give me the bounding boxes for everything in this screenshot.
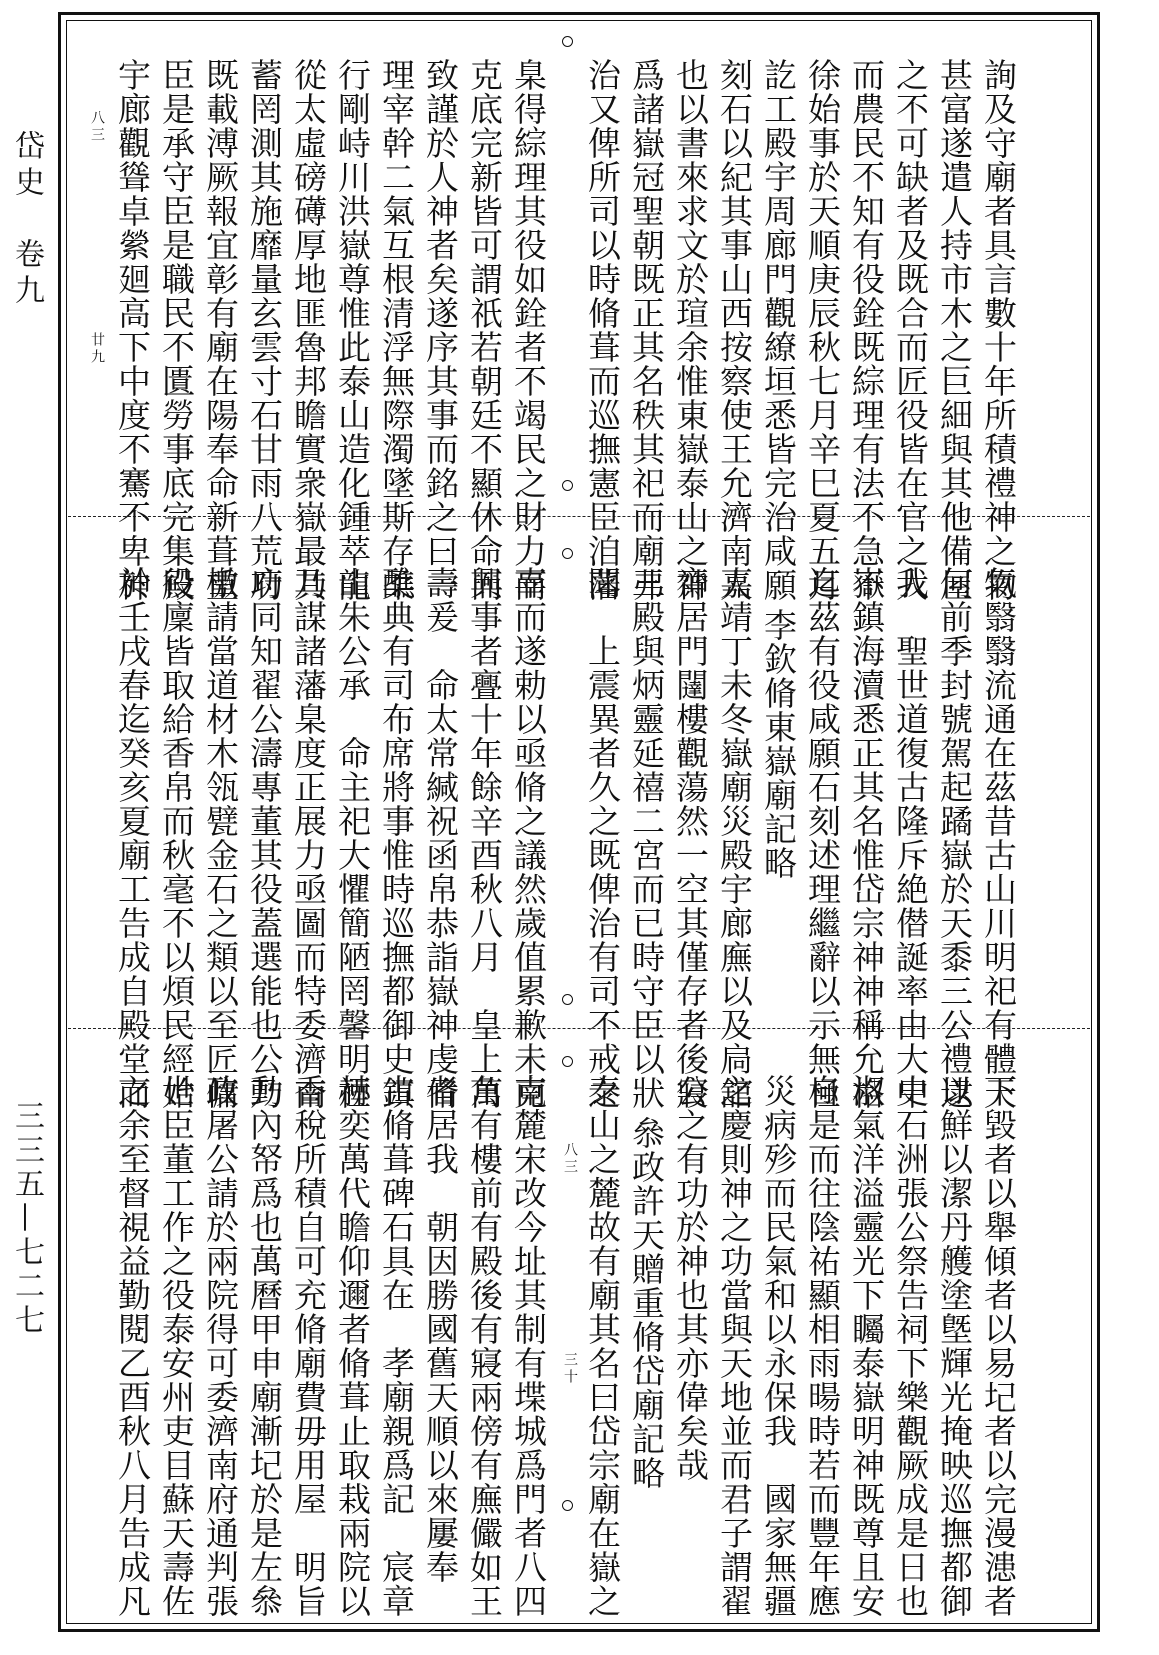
text-column: 香稅所積自可充脩廟費毋用屋 明旨 xyxy=(289,1074,328,1618)
fold-circle-top-2 xyxy=(562,548,573,559)
text-column: 史石洲張公祭告祠下樂觀厥成是日也 xyxy=(891,1074,930,1618)
text-column: 赫奕萬代瞻仰邇者脩葺止取栽兩院以 xyxy=(333,1074,372,1618)
text-column: 蓄罔測其施靡量玄雲寸石甘雨八荒功 xyxy=(245,58,284,602)
fold-mark: 三十 xyxy=(562,1352,578,1386)
text-column: 興事者亹十年餘辛酉秋八月 皇上萬 xyxy=(465,566,504,1110)
text-column: 何前季封號駕起蹫嶽於天黍三公禮逮 xyxy=(935,566,974,1110)
text-column: 爲諸嶽冠聖朝既正其名秩其祀而廟弗 xyxy=(627,58,666,602)
text-column: 者居我 朝因勝國舊天順以來屢奉 xyxy=(421,1074,460,1584)
text-column: 理宰幹二氣互根清浮無際濁墜斯存柔 xyxy=(377,58,416,602)
text-column: 三殿與炳靈延禧二宮而已時守臣以狀 xyxy=(627,566,666,1110)
text-column: 宇廊觀聳卓縈廻高下中度不騫不卑神 xyxy=(113,58,152,602)
text-column: 世臣董工作之役泰安州吏目蘇天壽佐 xyxy=(157,1074,196,1618)
text-column: 臣是承守臣是職民不匱勞事底完集殿 xyxy=(157,58,196,602)
text-column: 辜而遂勅以亟脩之議然歲值累歉未克 xyxy=(509,566,548,1110)
fold-circle-bottom-3 xyxy=(562,1500,573,1511)
text-column: 泰山之麓故有廟其名曰岱宗廟在嶽之 xyxy=(583,1074,622,1618)
section-heading: 李欽脩東嶽廟記略 xyxy=(759,608,798,880)
fold-mark: 八三 xyxy=(562,1142,578,1176)
text-column: 動內帑爲也萬曆甲申廟漸圮於是左叅 xyxy=(245,1074,284,1618)
text-column: 迄茲有役咸願石刻述理繼辭以示無極 xyxy=(803,566,842,1110)
text-column: 役廩皆取給香帛而秋毫不以煩民經始 xyxy=(157,566,196,1110)
text-column: 甚富遂遣人持市木之巨細與其他備屋 xyxy=(935,58,974,602)
text-column: 致謹於人神者矣遂序其事而銘之曰一 xyxy=(421,58,460,602)
text-column: 嘉靖丁未冬嶽廟災殿宇廊廡以及扃舘 xyxy=(715,566,754,1110)
fold-circle-top-3 xyxy=(562,1056,573,1067)
text-column: 以鮮以潔丹艧塗墍輝光掩映巡撫都御 xyxy=(935,1074,974,1618)
text-column: 之慶則神之功當與天地並而君子謂翟 xyxy=(715,1074,754,1618)
text-column: 既載溥厥報宜彰有廟在陽奉命新葺重 xyxy=(201,58,240,602)
text-column: 治又俾所司以時脩葺而巡撫憲臣洎藩 xyxy=(583,58,622,602)
text-column: 檄請當道材木瓴甓金石之類以至匠傭 xyxy=(201,566,240,1110)
text-column: 之余至督視益勤閱乙酉秋八月告成凡 xyxy=(113,1074,152,1618)
text-column: 角有樓前有殿後有寢兩傍有廡儼如王 xyxy=(465,1074,504,1618)
fold-circle-bottom-2 xyxy=(562,994,573,1005)
text-column: 之不可缺者及既合而匠役皆在官之人 xyxy=(891,58,930,602)
text-column: 克底完新皆可謂祇若朝廷不顯休命而 xyxy=(465,58,504,602)
text-column: 齋居門闥樓觀蕩然一空其僅存者後寢 xyxy=(671,566,710,1110)
text-column: 氣翳翳流通在茲昔古山川明祀有體天 xyxy=(979,566,1018,1110)
text-column: 古脩葺碑石具在 孝廟親爲記 宸章 xyxy=(377,1074,416,1618)
text-column: 醮典有司布席將事惟時巡撫都御史鎮 xyxy=(377,566,416,1110)
text-column: 壽爰 命太常緘祝函帛恭詣嶽神虔脩 xyxy=(421,566,460,1110)
text-column: 聞 上震異者久之既俾治有司不戒之 xyxy=(583,566,622,1110)
text-column: 臬得綜理其役如銓者不竭民之財力而 xyxy=(509,58,548,602)
text-column: 乃謀諸藩臬度正展力亟圖而特委濟南 xyxy=(289,566,328,1110)
text-column: 府同知翟公濤專董其役蓋選能也公乃 xyxy=(245,566,284,1110)
fold-circle-top-1 xyxy=(562,36,573,47)
text-column: 詢及守廟者具言數十年所積禮神之物 xyxy=(979,58,1018,602)
text-column: 從太虛磅礡厚地匪魯邦瞻實衆嶽最其 xyxy=(289,58,328,602)
fold-circle-bottom-1 xyxy=(562,480,573,491)
page-number-margin: 三三五—七二七 xyxy=(9,1100,44,1338)
book-title-margin: 岱史 卷九 xyxy=(9,130,44,310)
text-column: 也以書來求文於瑄余惟東嶽泰山之神 xyxy=(671,58,710,602)
text-column: 我 聖世道復古隆斥絶僣誕率由大中 xyxy=(891,566,930,1110)
text-column: 南麓宋改今址其制有堞城爲門者八四 xyxy=(509,1074,548,1618)
text-column: 公之有功於神也其亦偉矣哉 xyxy=(671,1074,710,1482)
text-column: 刻石以紀其事山西按察使王允濟南人 xyxy=(715,58,754,602)
text-column: 於壬戌春迄癸亥夏廟工告成自殿堂而 xyxy=(113,566,152,1110)
text-column: 嶽鎮海瀆悉正其名惟岱宗神神稱允格 xyxy=(847,566,886,1110)
fold-mark: 廿九 xyxy=(89,332,105,366)
text-column: 政屠公請於兩院得可委濟南府通判張 xyxy=(201,1074,240,1618)
text-column: 災病殄而民氣和以永保我 國家無疆 xyxy=(759,1074,798,1618)
text-column: 淑氣洋溢靈光下矚泰嶽明神既尊且安 xyxy=(847,1074,886,1618)
text-column: 而農民不知有役銓既綜理有法不急不 xyxy=(847,58,886,602)
fold-mark: 八三 xyxy=(89,110,105,144)
text-column: 自是而往陰祐顯相雨暘時若而豐年應 xyxy=(803,1074,842,1618)
text-column: 行剛峙川洪嶽尊惟此泰山造化鍾萃龍 xyxy=(333,58,372,602)
section-heading: 叅政許天贈重脩岱廟記略 xyxy=(627,1116,666,1490)
text-column: 山朱公承 命主祀大懼簡陋罔馨明禋 xyxy=(333,566,372,1110)
text-column: 訖工殿宇周廊門觀繚垣悉皆完治咸願 xyxy=(759,58,798,602)
text-column: 下毀者以舉傾者以易圮者以完漫漶者 xyxy=(979,1074,1018,1618)
text-column: 徐始事於天順庚辰秋七月辛巳夏五月 xyxy=(803,58,842,602)
